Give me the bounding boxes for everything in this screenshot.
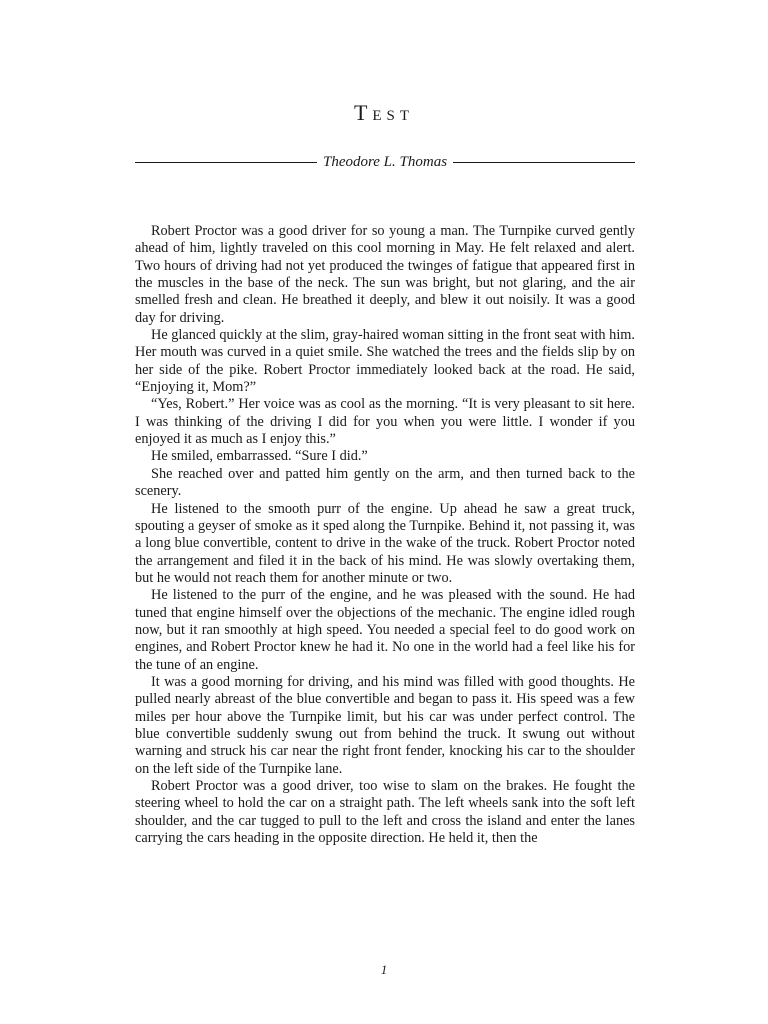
paragraph-9: Robert Proctor was a good driver, too wise to slam on the brakes. He fought the steering wheel to hold the car on a straight path. The left wheels sank into the soft left shoulder, and the car tugged to pull to the left and cross the island and enter the lanes carrying the cars heading in the opposite direction. He held it, then the [135,778,635,847]
paragraph-4: He smiled, embarrassed. “Sure I did.” [151,448,368,465]
byline-row [135,150,635,174]
story-title: Test [353,100,415,125]
byline-rule-right [453,162,635,163]
paragraph-2: He glanced quickly at the slim, gray-haired woman sitting in the front seat with him. Her mouth was curved in a quiet smile. She watched the trees and the fields slip by on her side of the pike. Robert Proctor immediately looked back at the road. He said, “Enjoying it, Mom?” [135,327,635,396]
paragraph-6: He listened to the smooth purr of the engine. Up ahead he saw a great truck, spouting a geyser of smoke as it sped along the Turnpike. Behind it, not passing it, was a long blue convertible, content to drive in the wake of the truck. Robert Proctor noted the arrangement and filed it in the back of his mind. He was slowly overtaking them, but he would not reach them for another minute or two. [135,500,635,586]
paragraph-7: He listened to the purr of the engine, and he was pleased with the sound. He had tuned that engine himself over the objections of the mechanic. The engine idled rough now, but it ran smoothly at high speed. You needed a special feel to do good work on engines, and Robert Proctor knew he had it. No one in the world had a feel like his for the tune of an engine. [135,587,635,673]
paragraph-3: “Yes, Robert.” Her voice was as cool as the morning. “It is very pleasant to sit here. I was thinking of the driving I did for you when you were little. I wonder if you enjoyed it as much as I enjoy this.” [135,396,635,448]
author-byline: Theodore L. Thomas [322,153,448,170]
paragraph-5: She reached over and patted him gently on the arm, and then turned back to the scenery. [135,465,635,500]
page-number: 1 [380,962,388,977]
byline-rule-left [135,162,317,163]
paragraph-8: It was a good morning for driving, and his mind was filled with good thoughts. He pulled nearly abreast of the blue convertible and began to pass it. His speed was a few miles per hour above the Turnpike limit, but his car was under perfect control. The blue convertible suddenly swung out from behind the truck. It swung out without warning and struck his car near the right front fender, knocking his car to the shoulder on the left side of the Turnpike lane. [135,673,635,777]
paragraph-1: Robert Proctor was a good driver for so young a man. The Turnpike curved gently ahead of him, lightly traveled on this cool morning in May. He felt relaxed and alert. Two hours of driving had not yet produced the twinges of fatigue that appeared first in the muscles in the base of the neck. The sun was bright, but not glaring, and the air smelled fresh and clean. He breathed it deeply, and blew it out noisily. It was a good day for driving. [135,223,635,326]
story-body [135,223,635,847]
